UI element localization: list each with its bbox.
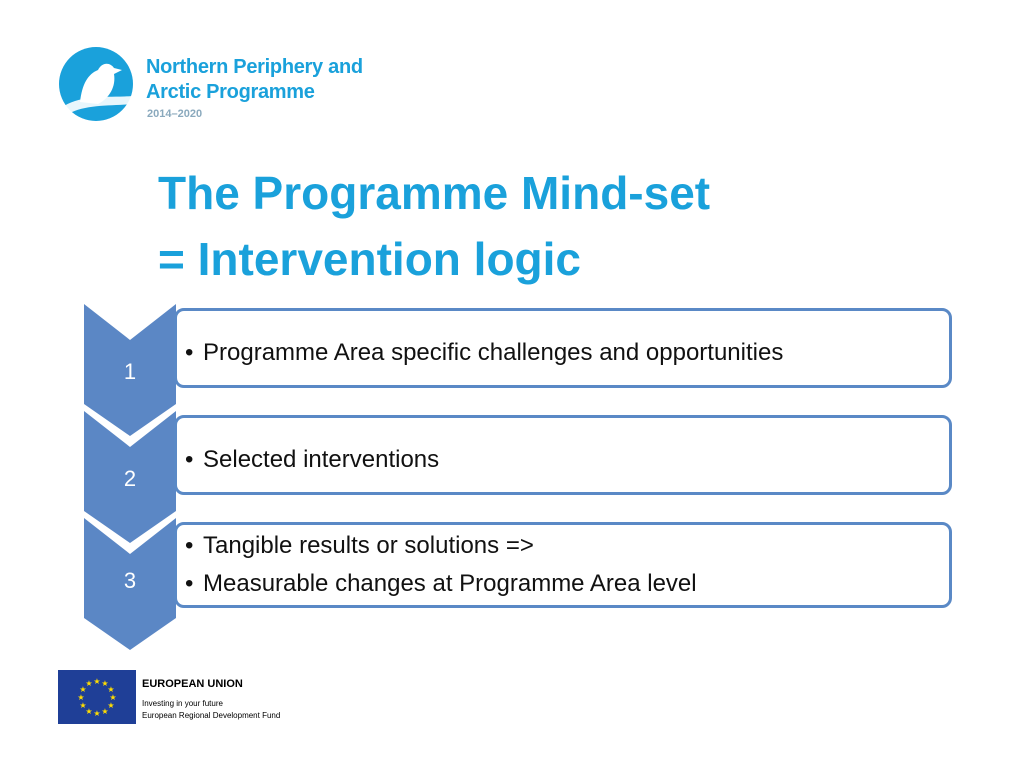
list-item: • Tangible results or solutions => <box>177 527 949 565</box>
step-box <box>174 415 952 495</box>
svg-text:★: ★ <box>79 685 87 694</box>
svg-text:★: ★ <box>101 707 109 716</box>
svg-text:★: ★ <box>93 677 101 686</box>
logo-years: 2014–2020 <box>147 108 203 120</box>
list-item: • Selected interventions <box>177 441 949 479</box>
svg-text:★: ★ <box>79 701 87 710</box>
svg-text:★: ★ <box>77 693 85 702</box>
logo-line-1: Northern Periphery and <box>146 56 363 78</box>
eu-fund-name: European Regional Development Fund <box>142 711 281 720</box>
svg-text:★: ★ <box>109 693 117 702</box>
step-number: 3 <box>123 568 137 593</box>
eu-title: EUROPEAN UNION <box>142 678 243 690</box>
list-item: • Programme Area specific challenges and opportunities <box>177 334 949 372</box>
svg-text:★: ★ <box>107 685 115 694</box>
step-box <box>174 308 952 388</box>
step-number: 2 <box>123 466 137 491</box>
title-line-2: = Intervention logic <box>158 233 582 285</box>
svg-text:★: ★ <box>85 707 93 716</box>
svg-text:★: ★ <box>107 701 115 710</box>
eu-stars-icon <box>58 670 136 724</box>
svg-text:★: ★ <box>93 709 101 718</box>
eu-tagline: Investing in your future <box>142 699 223 708</box>
step-number: 1 <box>123 359 137 384</box>
title-line-1: The Programme Mind-set <box>158 167 711 219</box>
list-item: • Measurable changes at Programme Area level <box>177 565 949 603</box>
step-3 <box>84 518 958 664</box>
svg-text:★: ★ <box>85 679 93 688</box>
logo-line-2: Arctic Programme <box>146 81 315 103</box>
programme-logo <box>58 44 398 124</box>
eu-flag-icon <box>58 670 136 724</box>
bird-circle-icon <box>58 44 138 124</box>
svg-text:★: ★ <box>101 679 109 688</box>
slide-title <box>158 160 978 292</box>
eu-logo <box>58 670 318 726</box>
step-box <box>174 522 952 608</box>
